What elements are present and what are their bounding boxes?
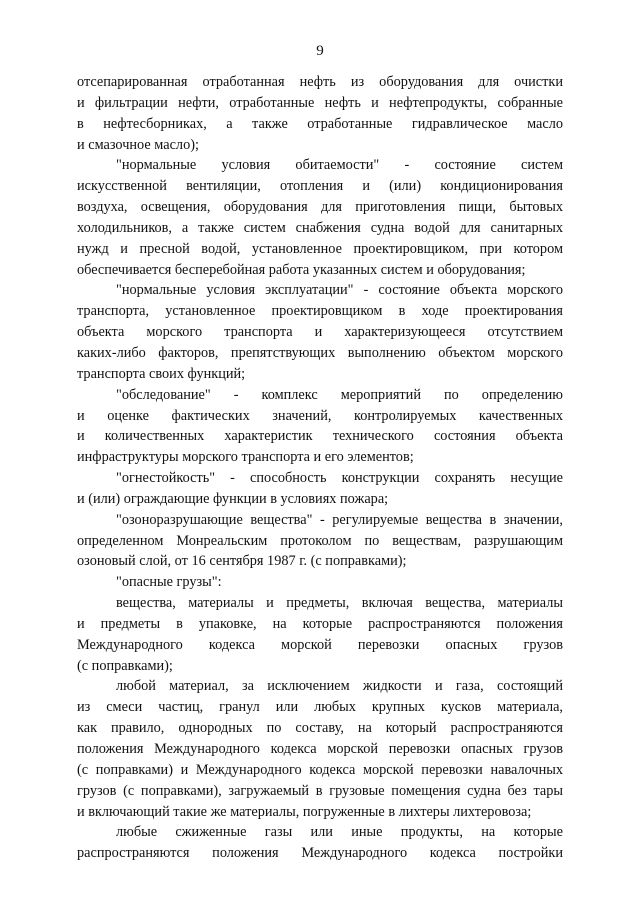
text-line: "нормальные условия эксплуатации" - состояние объекта морского (116, 282, 563, 299)
text-line: (с поправками); (77, 657, 173, 674)
text-line: инфраструктуры морского транспорта и его элементов; (77, 449, 414, 466)
text-line: обеспечивается бесперебойная работа указанных систем и оборудования; (77, 261, 526, 278)
text-line: и количественных характеристик технического состояния объекта (77, 428, 563, 445)
text-line: Международного кодекса морской перевозки опасных грузов (77, 636, 563, 653)
paragraph (77, 155, 563, 280)
text-line: (с поправками) и Международного кодекса морской перевозки навалочных (77, 761, 563, 778)
text-line: озоновый слой, от 16 сентября 1987 г. (с поправками); (77, 553, 407, 570)
document-body (77, 72, 563, 864)
paragraph (77, 468, 563, 510)
text-line: и включающий такие же материалы, погруженные в лихтеры лихтеровоза; (77, 803, 532, 820)
paragraph (77, 822, 563, 864)
text-line: определенном Монреальским протоколом по веществам, разрушающим (77, 532, 563, 549)
text-line: нужд и пресной водой, установленное проектировщиком, при котором (77, 240, 563, 257)
text-line: как правило, однородных по составу, на который распространяются (77, 720, 563, 737)
page-number: 9 (316, 43, 324, 59)
paragraph (77, 280, 563, 384)
text-line: из смеси частиц, гранул или любых крупных кусков материала, (77, 699, 563, 716)
text-line: отсепарированная отработанная нефть из оборудования для очистки (77, 74, 563, 90)
text-line: любой материал, за исключением жидкости и газа, состоящий (116, 678, 563, 695)
text-line: транспорта, установленное проектировщиком в ходе проектирования (77, 303, 563, 320)
text-line: в нефтесборниках, а также отработанные гидравлическое масло (77, 115, 563, 132)
text-line: искусственной вентиляции, отопления и (или) кондиционирования (77, 178, 563, 195)
paragraph (77, 572, 563, 593)
text-line: и предметы в упаковке, на которые распространяются положения (77, 615, 563, 632)
text-line: холодильников, а также систем снабжения судна водой для санитарных (77, 219, 563, 236)
text-line: каких-либо факторов, препятствующих выполнению объектом морского (77, 344, 563, 361)
text-line: грузов (с поправками), загружаемый в грузовые помещения судна без тары (77, 782, 563, 799)
text-line: вещества, материалы и предметы, включая вещества, материалы (116, 595, 563, 612)
text-line: распространяются положения Международного кодекса постройки (77, 845, 563, 862)
paragraph (77, 385, 563, 468)
text-line: положения Международного кодекса морской перевозки опасных грузов (77, 741, 563, 757)
text-line: "огнестойкость" - способность конструкции сохранять несущие (116, 470, 563, 487)
paragraph (77, 676, 563, 822)
text-line: любые сжиженные газы или иные продукты, на которые (116, 824, 563, 841)
text-line: и фильтрации нефти, отработанные нефть и нефтепродукты, собранные (77, 94, 563, 111)
text-line: транспорта своих функций; (77, 365, 246, 382)
text-line: и смазочное масло); (77, 136, 199, 153)
text-line: воздуха, освещения, оборудования для приготовления пищи, бытовых (77, 199, 563, 216)
text-line: объекта морского транспорта и характеризующееся отсутствием (77, 324, 563, 341)
paragraph (77, 72, 563, 155)
text-line: и (или) ограждающие функции в условиях пожара; (77, 490, 389, 507)
text-line: "нормальные условия обитаемости" - состояние систем (116, 157, 563, 174)
paragraph (77, 510, 563, 573)
text-line: "обследование" - комплекс мероприятий по определению (116, 386, 563, 403)
paragraph (77, 593, 563, 676)
text-line: "опасные грузы": (116, 574, 222, 591)
text-line: "озоноразрушающие вещества" - регулируемые вещества в значении, (116, 511, 563, 528)
text-line: и оценке фактических значений, контролируемых качественных (77, 407, 563, 424)
